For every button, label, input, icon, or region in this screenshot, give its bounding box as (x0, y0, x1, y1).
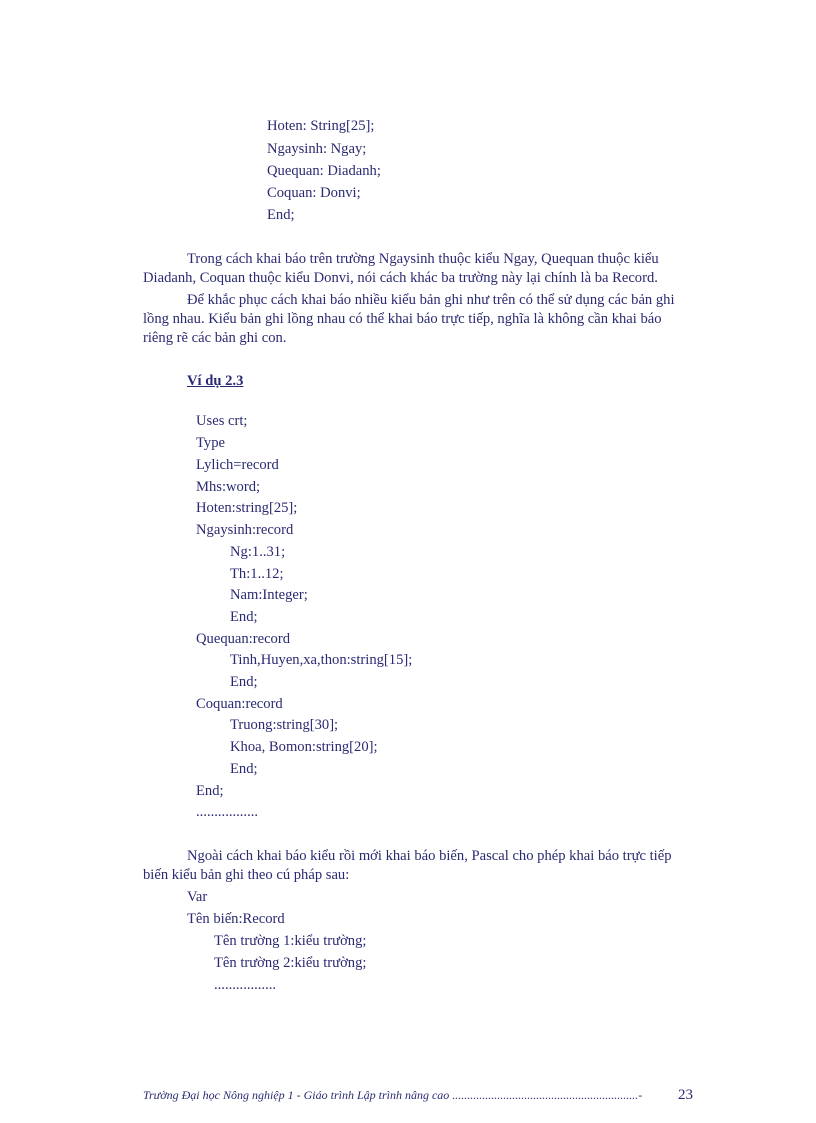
paragraph-line: Trong cách khai báo trên trường Ngaysinh thuộc kiểu Ngay, Quequan thuộc kiểu (187, 251, 659, 267)
code-line: End; (230, 674, 258, 690)
syntax-line: Tên biến:Record (187, 911, 285, 927)
paragraph-line: lồng nhau. Kiểu bản ghi lồng nhau có thể khai báo trực tiếp, nghĩa là không cần khai báo (143, 311, 662, 327)
example-heading: Ví dụ 2.3 (187, 373, 244, 389)
code-line: Uses crt; (196, 413, 248, 429)
code-line: Ngaysinh: Ngay; (267, 141, 367, 157)
paragraph-line: riêng rẽ các bản ghi con. (143, 330, 287, 346)
page-number: 23 (678, 1087, 693, 1103)
page-footer: Trường Đại học Nông nghiệp 1 - Giáo trình Lập trình nâng cao ..............................................................- (143, 1088, 643, 1102)
syntax-line: Tên trường 2:kiểu trường; (214, 955, 367, 971)
code-line: Khoa, Bomon:string[20]; (230, 739, 378, 755)
code-line: Truong:string[30]; (230, 717, 339, 733)
syntax-line: ................. (214, 977, 277, 993)
code-line: Quequan: Diadanh; (267, 163, 381, 179)
code-line: End; (230, 609, 258, 625)
code-line: Type (196, 435, 225, 451)
code-line: Lylich=record (196, 457, 279, 473)
code-line: Mhs:word; (196, 479, 261, 495)
code-line: Tinh,Huyen,xa,thon:string[15]; (230, 652, 413, 668)
paragraph-line: Ngoài cách khai báo kiểu rồi mới khai báo biến, Pascal cho phép khai báo trực tiếp (187, 848, 672, 864)
syntax-line: Tên trường 1:kiểu trường; (214, 933, 367, 949)
code-line: End; (196, 783, 224, 799)
code-line: ................. (196, 804, 259, 820)
code-line: Hoten:string[25]; (196, 500, 298, 516)
paragraph-line: biến kiểu bản ghi theo cú pháp sau: (143, 867, 350, 883)
code-line: Quequan:record (196, 631, 291, 647)
code-line: Hoten: String[25]; (267, 118, 375, 134)
code-line: Nam:Integer; (230, 587, 308, 603)
code-line: Ngaysinh:record (196, 522, 294, 538)
code-line: Th:1..12; (230, 566, 284, 582)
code-line: Ng:1..31; (230, 544, 286, 560)
syntax-line: Var (187, 889, 208, 905)
code-line: End; (267, 207, 295, 223)
code-line: Coquan: Donvi; (267, 185, 361, 201)
code-line: End; (230, 761, 258, 777)
paragraph-line: Để khắc phục cách khai báo nhiều kiểu bản ghi như trên có thể sử dụng các bản ghi (187, 292, 675, 308)
paragraph-line: Diadanh, Coquan thuộc kiểu Donvi, nói cách khác ba trường này lại chính là ba Record. (143, 270, 658, 286)
code-line: Coquan:record (196, 696, 283, 712)
